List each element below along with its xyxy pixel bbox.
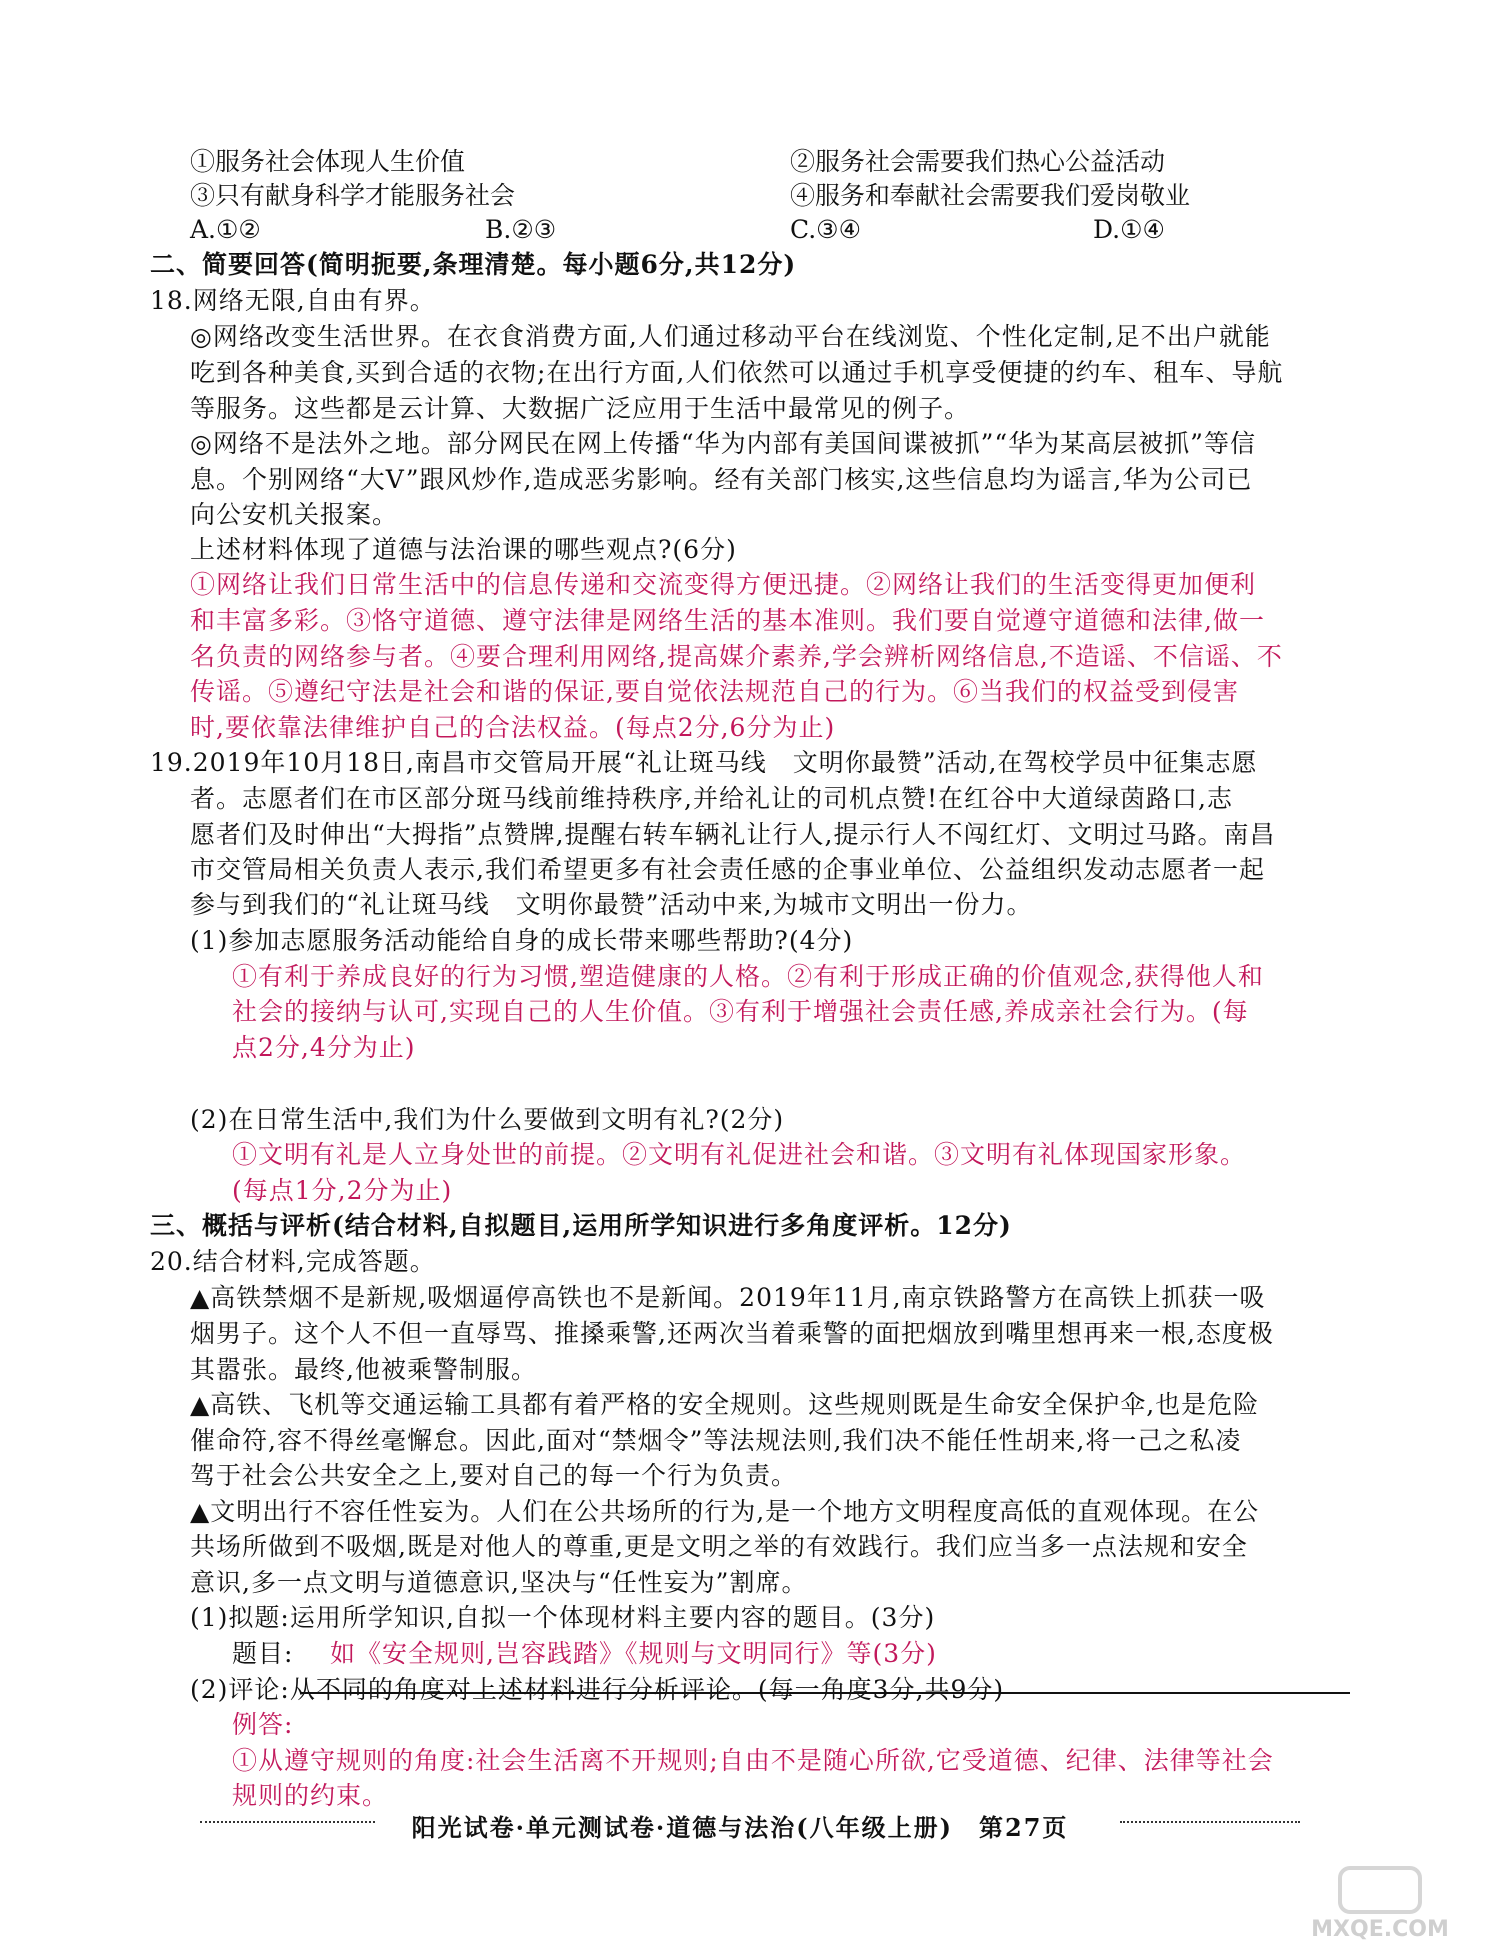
q19-material-line: 市交管局相关负责人表示,我们希望更多有社会责任感的企事业单位、公益组织发动志愿者一起 — [190, 855, 1265, 884]
watermark-badge-icon — [1340, 1868, 1420, 1912]
q17-statement-3: ③只有献身科学才能服务社会 — [190, 181, 516, 210]
q17-option-a: A.①② — [190, 215, 261, 244]
q17-statement-4: ④服务和奉献社会需要我们爱岗敬业 — [790, 181, 1191, 210]
section-3-heading: 三、概括与评析(结合材料,自拟题目,运用所学知识进行多角度评析。12分) — [150, 1211, 1012, 1240]
watermark-text: MXQE.COM — [1311, 1917, 1449, 1942]
q20-title-answer: 如《安全规则,岂容践踏》《规则与文明同行》等(3分) — [330, 1639, 937, 1668]
q20-question-1: (1)拟题:运用所学知识,自拟一个体现材料主要内容的题目。(3分) — [190, 1603, 936, 1632]
footer-dotted-rule-right — [1120, 1821, 1300, 1823]
q20-material-line: 驾于社会公共安全之上,要对自己的每一个行为负责。 — [190, 1461, 797, 1490]
q18-material-line: 等服务。这些都是云计算、大数据广泛应用于生活中最常见的例子。 — [190, 394, 971, 423]
q19-material-line: 参与到我们的“礼让斑马线 文明你最赞”活动中来,为城市文明出一份力。 — [190, 890, 1033, 919]
q18-answer-line: 和丰富多彩。③恪守道德、遵守法律是网络生活的基本准则。我们要自觉遵守道德和法律,做一 — [190, 606, 1265, 635]
q19-answer-2-line: ①文明有礼是人立身处世的前提。②文明有礼促进社会和谐。③文明有礼体现国家形象。 — [232, 1140, 1247, 1169]
q17-option-b: B.②③ — [485, 215, 557, 244]
q19-answer-1-line: 社会的接纳与认可,实现自己的人生价值。③有利于增强社会责任感,养成亲社会行为。(每 — [232, 997, 1249, 1026]
q20-material-line: 共场所做到不吸烟,既是对他人的尊重,更是文明之举的有效践行。我们应当多一点法规和安全 — [190, 1532, 1248, 1561]
q20-material-line: 意识,多一点文明与道德意识,坚决与“任性妄为”割席。 — [190, 1568, 808, 1597]
q20-material-line: ▲高铁、飞机等交通运输工具都有着严格的安全规则。这些规则既是生命安全保护伞,也是危险 — [190, 1390, 1260, 1419]
q18-material-line: 息。个别网络“大V”跟风炒作,造成恶劣影响。经有关部门核实,这些信息均为谣言,华为公司已 — [190, 465, 1253, 494]
q18-material-line: 吃到各种美食,买到合适的衣物;在出行方面,人们依然可以通过手机享受便捷的约车、租车、导航 — [190, 358, 1284, 387]
q20-material-line: ▲高铁禁烟不是新规,吸烟逼停高铁也不是新闻。2019年11月,南京铁路警方在高铁上抓获一吸 — [190, 1283, 1266, 1312]
q19-answer-1-line: 点2分,4分为止) — [232, 1033, 416, 1062]
q19-answer-1-line: ①有利于养成良好的行为习惯,塑造健康的人格。②有利于形成正确的价值观念,获得他人和 — [232, 962, 1264, 991]
watermark-logo — [1280, 1862, 1480, 1942]
q20-example-line: 规则的约束。 — [232, 1781, 389, 1810]
q17-option-d: D.①④ — [1093, 215, 1165, 244]
q18-answer-line: 时,要依靠法律维护自己的合法权益。(每点2分,6分为止) — [190, 713, 836, 742]
q18-question: 上述材料体现了道德与法治课的哪些观点?(6分) — [190, 535, 737, 564]
q19-question-1: (1)参加志愿服务活动能给自身的成长带来哪些帮助?(4分) — [190, 926, 854, 955]
q19-answer-2-line: (每点1分,2分为止) — [232, 1176, 453, 1205]
q20-material-line: ▲文明出行不容任性妄为。人们在公共场所的行为,是一个地方文明程度高低的直观体现。在公 — [190, 1497, 1260, 1526]
q19-material-line: 者。志愿者们在市区部分斑马线前维持秩序,并给礼让的司机点赞!在红谷中大道绿茵路口,志 — [190, 784, 1233, 813]
q20-example-line: ①从遵守规则的角度:社会生活离不开规则;自由不是随心所欲,它受道德、纪律、法律等社会 — [232, 1746, 1274, 1775]
q19-material-line: 19.2019年10月18日,南昌市交管局开展“礼让斑马线 文明你最赞”活动,在驾校学员中征集志愿 — [150, 748, 1258, 777]
page-footer: 阳光试卷·单元测试卷·道德与法治(八年级上册) 第27页 — [411, 1813, 1069, 1842]
q17-statement-2: ②服务社会需要我们热心公益活动 — [790, 147, 1166, 176]
q20-example-label: 例答: — [232, 1710, 294, 1739]
q20-question-2: (2)评论:从不同的角度对上述材料进行分析评论。(每一角度3分,共9分) — [190, 1675, 1005, 1704]
section-2-heading: 二、简要回答(简明扼要,条理清楚。每小题6分,共12分) — [150, 250, 797, 279]
q20-material-line: 催命符,容不得丝毫懈怠。因此,面对“禁烟令”等法规法则,我们决不能任性胡来,将一己之私凌 — [190, 1426, 1242, 1455]
q20-title-label: 题目: — [232, 1639, 294, 1668]
q18-material-line: ◎网络不是法外之地。部分网民在网上传播“华为内部有美国间谍被抓”“华为某高层被抓”等信 — [190, 429, 1256, 458]
q18-answer-line: 名负责的网络参与者。④要合理利用网络,提高媒介素养,学会辨析网络信息,不造谣、不信谣、不 — [190, 642, 1283, 671]
q17-option-c: C.③④ — [790, 215, 862, 244]
q18-material-line: ◎网络改变生活世界。在衣食消费方面,人们通过移动平台在线浏览、个性化定制,足不出户就能 — [190, 322, 1271, 351]
q19-question-2: (2)在日常生活中,我们为什么要做到文明有礼?(2分) — [190, 1105, 785, 1134]
q20-material-line: 烟男子。这个人不但一直辱骂、推搡乘警,还两次当着乘警的面把烟放到嘴里想再来一根,态度极 — [190, 1319, 1274, 1348]
q18-answer-line: 传谣。⑤遵纪守法是社会和谐的保证,要自觉依法规范自己的行为。⑥当我们的权益受到侵害 — [190, 677, 1239, 706]
q19-material-line: 愿者们及时伸出“大拇指”点赞牌,提醒右转车辆礼让行人,提示行人不闯红灯、文明过马路。南昌 — [190, 820, 1276, 849]
q18-answer-line: ①网络让我们日常生活中的信息传递和交流变得方便迅捷。②网络让我们的生活变得更加便利 — [190, 570, 1257, 599]
q20-title: 20.结合材料,完成答题。 — [150, 1247, 436, 1276]
q20-material-line: 其嚣张。最终,他被乘警制服。 — [190, 1355, 537, 1384]
q18-title: 18.网络无限,自由有界。 — [150, 286, 436, 315]
q17-statement-1: ①服务社会体现人生价值 — [190, 147, 466, 176]
q18-material-line: 向公安机关报案。 — [190, 500, 399, 529]
